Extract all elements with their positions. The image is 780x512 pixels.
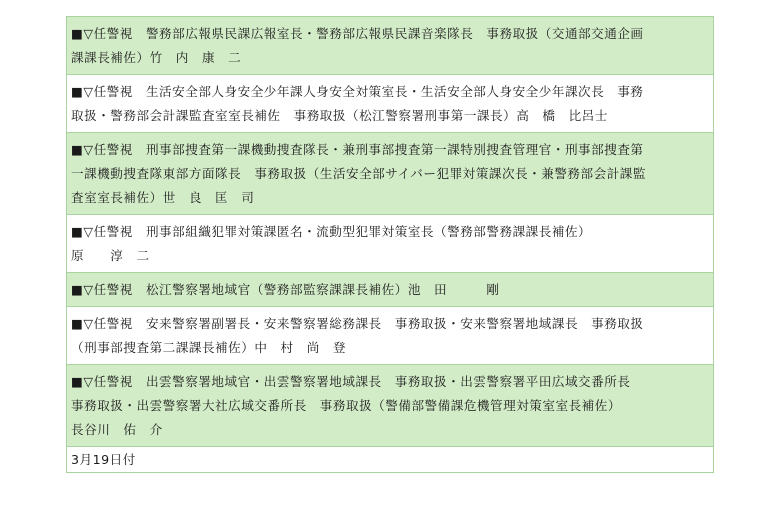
entry-line: 査室室長補佐）世 良 匡 司 (71, 190, 255, 205)
personnel-entry (67, 365, 713, 447)
personnel-entry (67, 307, 713, 365)
entry-line: 課課長補佐）竹 内 康 二 (71, 50, 242, 65)
entry-line: ■▽任警視 刑事部組織犯罪対策課匿名・流動型犯罪対策室長（警務部警務課課長補佐） (71, 224, 592, 239)
personnel-entry (67, 273, 713, 307)
entry-line: 長谷川 佑 介 (71, 422, 163, 437)
entry-line: ■▽任警視 安来警察署副署長・安来警察署総務課長 事務取扱・安来警察署地域課長 事務取扱 (71, 316, 644, 331)
personnel-table (66, 16, 714, 473)
entry-line: （刑事部捜査第二課課長補佐）中 村 尚 登 (71, 340, 346, 355)
entry-line: 原 淳 二 (71, 248, 150, 263)
entry-line: 取扱・警務部会計課監査室室長補佐 事務取扱（松江警察署刑事第一課長）高 橋 比呂士 (71, 108, 608, 123)
entry-line: ■▽任警視 警務部広報県民課広報室長・警務部広報県民課音楽隊長 事務取扱（交通部交通企画 (71, 26, 644, 41)
entry-line: ■▽任警視 生活安全部人身安全少年課人身安全対策室長・生活安全部人身安全少年課次長 事務 (71, 84, 644, 99)
entry-line: ■▽任警視 出雲警察署地域官・出雲警察署地域課長 事務取扱・出雲警察署平田広域交番所長 (71, 374, 631, 389)
entry-line: 一課機動捜査隊東部方面隊長 事務取扱（生活安全部サイバー犯罪対策課次長・兼警務部会計課監 (71, 166, 646, 181)
entry-line: ■▽任警視 刑事部捜査第一課機動捜査隊長・兼刑事部捜査第一課特別捜査管理官・刑事部捜査第 (71, 142, 644, 157)
personnel-entry (67, 133, 713, 215)
effective-date: 3月19日付 (71, 452, 136, 467)
personnel-entry (67, 17, 713, 75)
entry-line: ■▽任警視 松江警察署地域官（警務部監察課課長補佐）池 田 剛 (71, 282, 500, 297)
personnel-entry (67, 75, 713, 133)
date-row (67, 447, 713, 472)
entry-line: 事務取扱・出雲警察署大社広域交番所長 事務取扱（警備部警備課危機管理対策室室長補佐） (71, 398, 621, 413)
personnel-entry (67, 215, 713, 273)
